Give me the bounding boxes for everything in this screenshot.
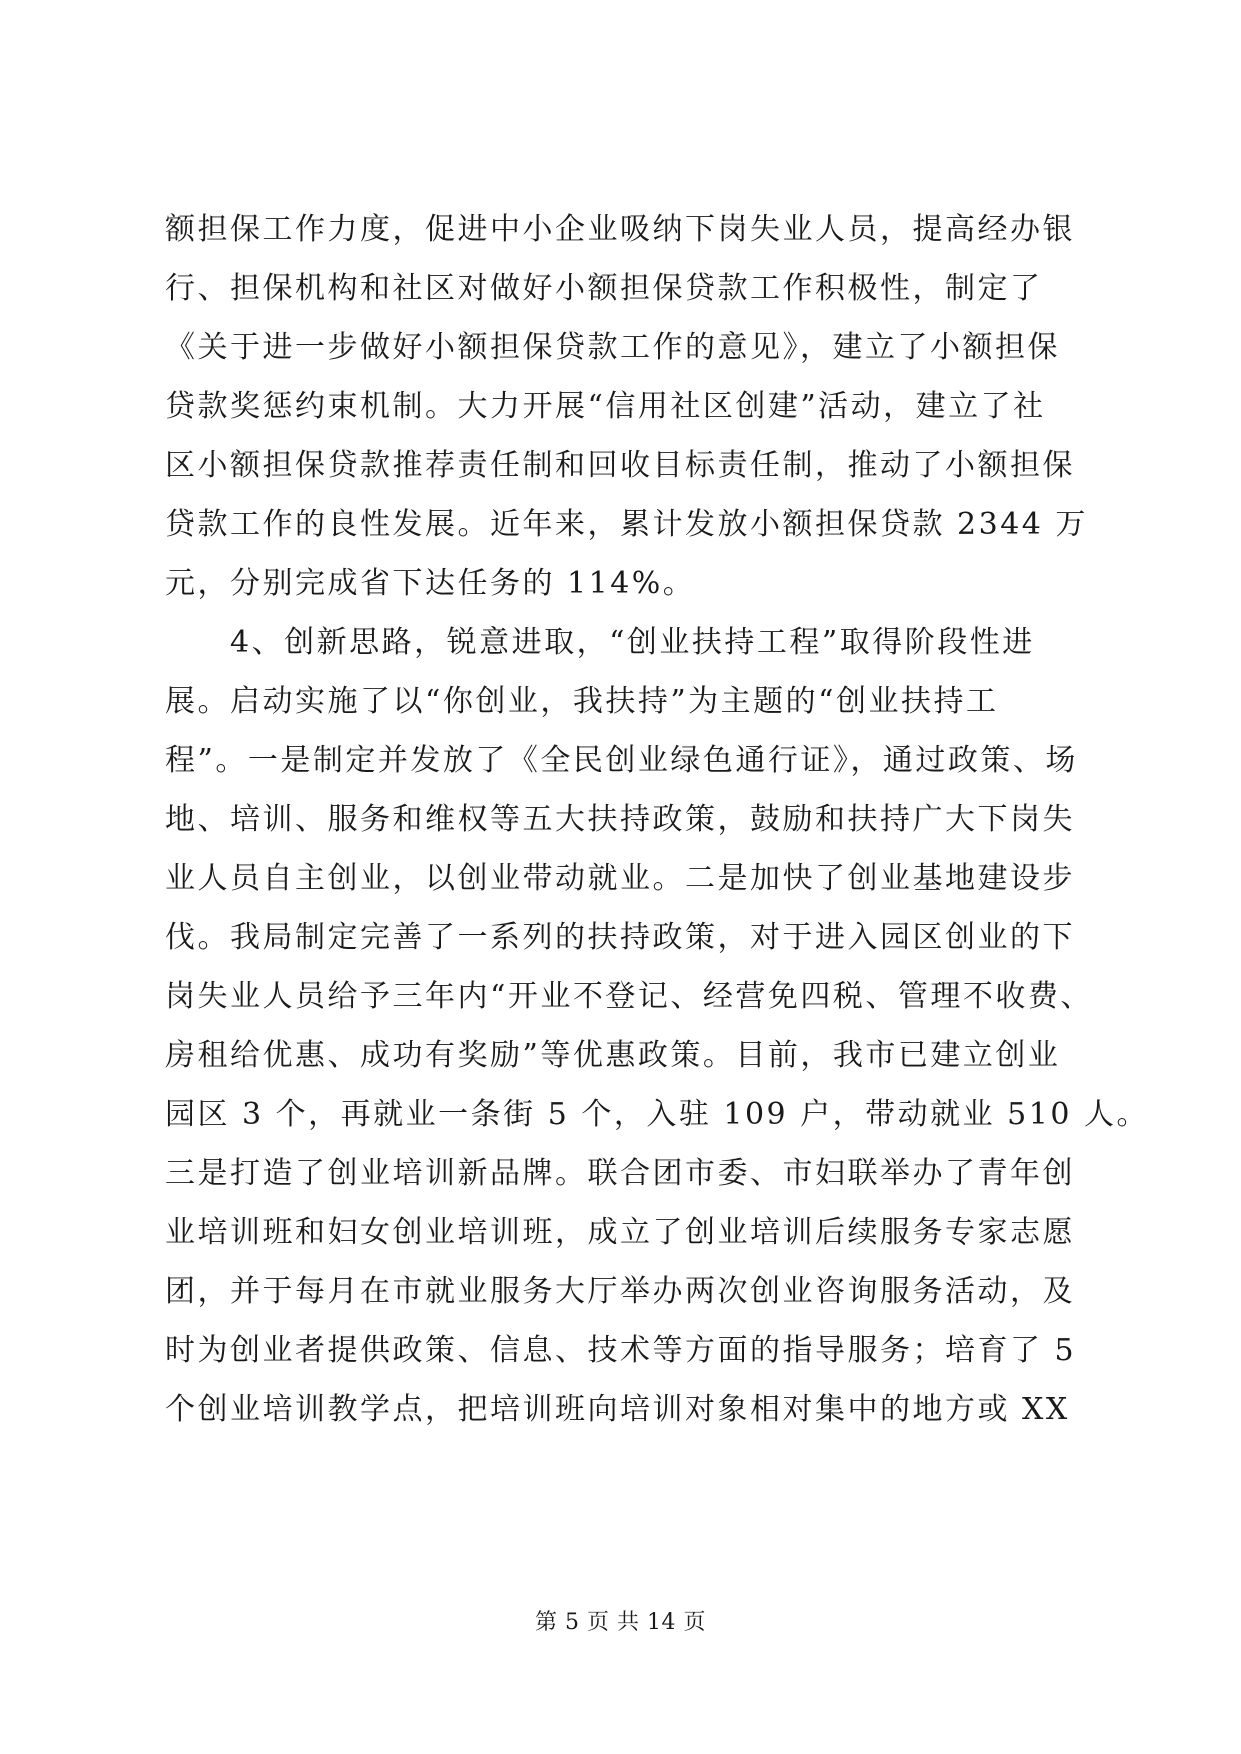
- text-line: 园区 3 个，再就业一条街 5 个，入驻 109 户，带动就业 510 人。: [165, 1097, 1149, 1132]
- text-line: 房租给优惠、成功有奖励”等优惠政策。目前，我市已建立创业: [165, 1038, 1061, 1073]
- text-line: 伐。我局制定完善了一系列的扶持政策，对于进入园区创业的下: [165, 920, 1075, 955]
- text-line: 业人员自主创业，以创业带动就业。二是加快了创业基地建设步: [165, 861, 1075, 896]
- page-footer: [0, 1605, 1241, 1636]
- text-line: 元，分别完成省下达任务的 114%。: [165, 566, 696, 601]
- text-line: 行、担保机构和社区对做好小额担保贷款工作积极性，制定了: [165, 271, 1043, 306]
- text-line: 展。启动实施了以“你创业，我扶持”为主题的“创业扶持工: [165, 684, 999, 719]
- text-line: 额担保工作力度，促进中小企业吸纳下岗失业人员，提高经办银: [165, 212, 1075, 247]
- text-line: 贷款工作的良性发展。近年来，累计发放小额担保贷款 2344 万: [165, 507, 1088, 542]
- text-line: 时为创业者提供政策、信息、技术等方面的指导服务；培育了 5: [165, 1333, 1077, 1368]
- page-number-label: 第 5 页 共 14 页: [535, 1610, 706, 1635]
- text-line: 程”。一是制定并发放了《全民创业绿色通行证》，通过政策、场: [165, 743, 1078, 778]
- text-line: 岗失业人员给予三年内“开业不登记、经营免四税、管理不收费、: [165, 979, 1093, 1014]
- text-line: 区小额担保贷款推荐责任制和回收目标责任制，推动了小额担保: [165, 448, 1075, 483]
- body-text: [165, 200, 1149, 1439]
- text-line: 贷款奖惩约束机制。大力开展“信用社区创建”活动，建立了社: [165, 389, 1046, 424]
- text-line: 三是打造了创业培训新品牌。联合团市委、市妇联举办了青年创: [165, 1156, 1075, 1191]
- text-line: 业培训班和妇女创业培训班，成立了创业培训后续服务专家志愿: [165, 1215, 1075, 1250]
- text-line: 个创业培训教学点，把培训班向培训对象相对集中的地方或 XX: [165, 1392, 1070, 1427]
- text-line: 4、创新思路，锐意进取，“创业扶持工程”取得阶段性进: [165, 625, 1035, 660]
- text-line: 团，并于每月在市就业服务大厅举办两次创业咨询服务活动，及: [165, 1274, 1075, 1309]
- text-line: 地、培训、服务和维权等五大扶持政策，鼓励和扶持广大下岗失: [165, 802, 1075, 837]
- text-line: 《关于进一步做好小额担保贷款工作的意见》，建立了小额担保: [165, 330, 1060, 365]
